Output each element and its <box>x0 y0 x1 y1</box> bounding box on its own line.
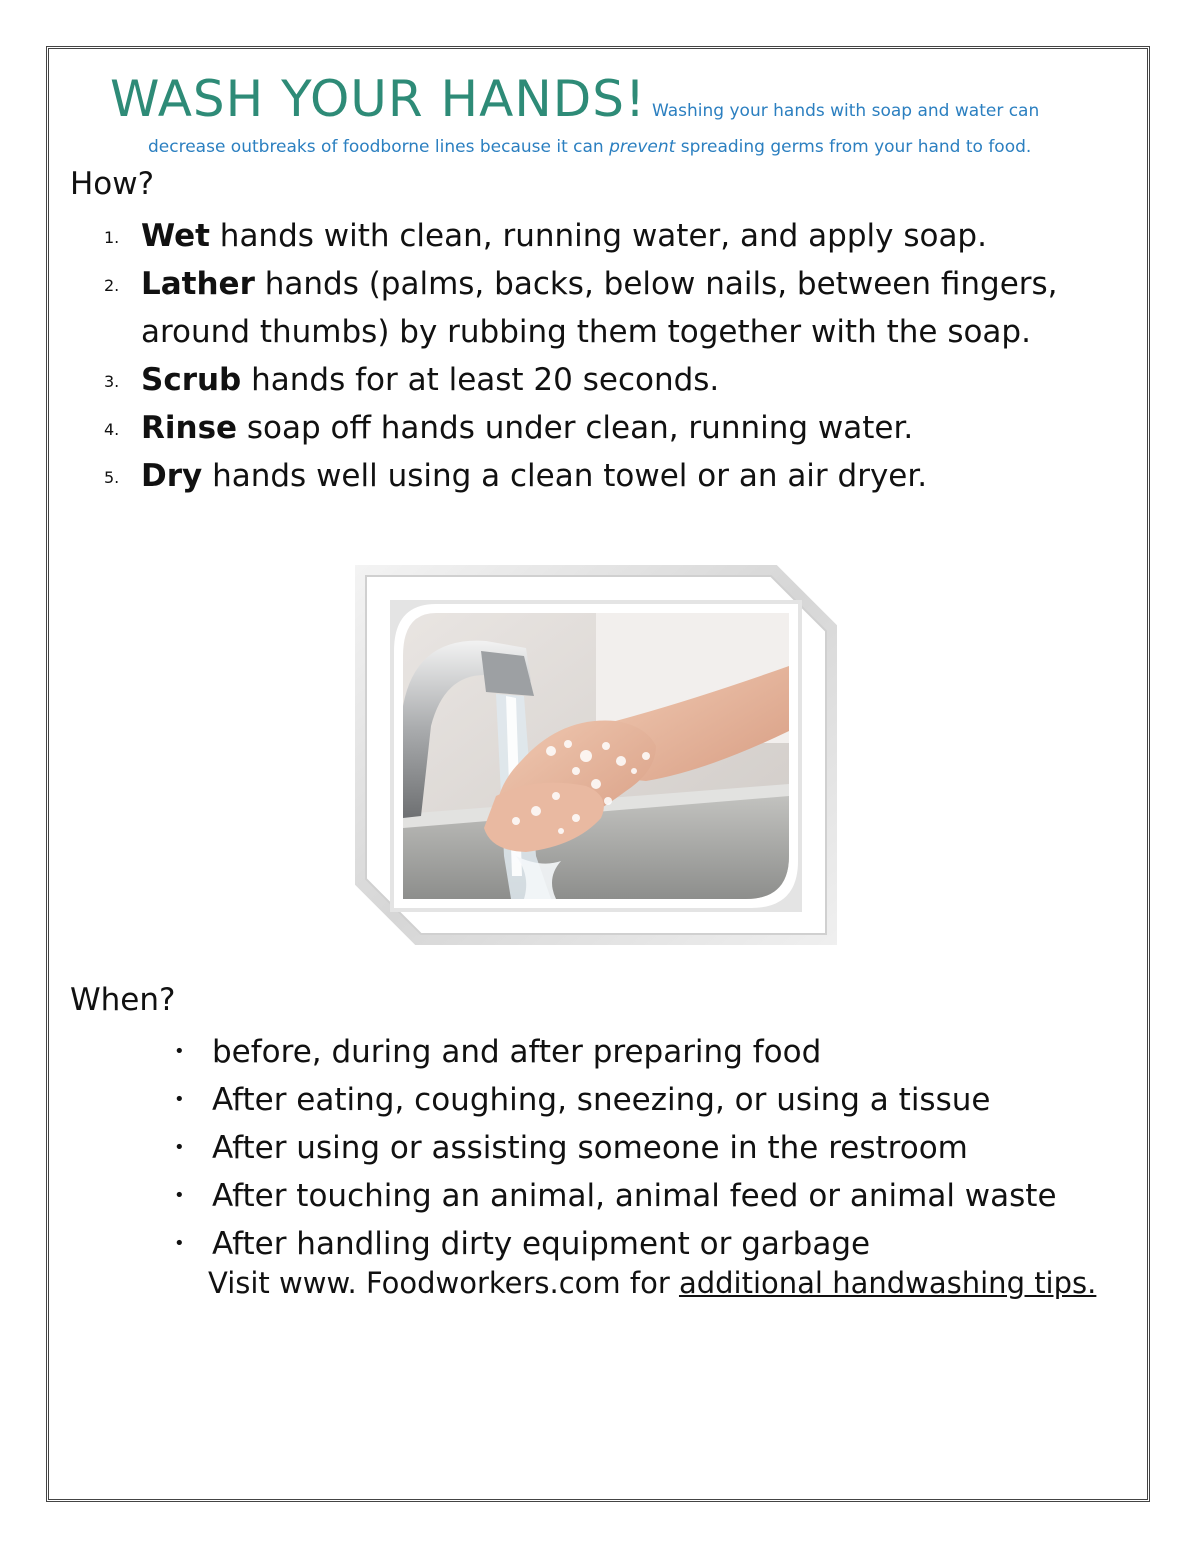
steps-list <box>100 212 1120 500</box>
step-text: hands (palms, backs, below nails, between fingers, around thumbs) by rubbing them together with the soap. <box>141 266 1058 350</box>
bullet-icon: • <box>174 1137 185 1158</box>
intro-text-line-2 <box>148 137 1031 157</box>
list-item-text: After using or assisting someone in the restroom <box>212 1130 968 1166</box>
step-item <box>100 212 1120 260</box>
bullet-icon: • <box>174 1089 185 1110</box>
step-text: hands well using a clean towel or an air dryer. <box>202 458 928 494</box>
intro-text-after: spreading germs from your hand to food. <box>675 137 1032 157</box>
step-number: 5. <box>104 468 120 487</box>
page-title: WASH YOUR HANDS! <box>110 70 647 128</box>
list-item <box>170 1172 1130 1220</box>
step-keyword: Lather <box>141 266 255 302</box>
title-line <box>110 70 1110 128</box>
intro-text-emphasis: prevent <box>609 137 676 157</box>
step-text: hands for at least 20 seconds. <box>241 362 720 398</box>
list-item <box>170 1076 1130 1124</box>
step-item <box>100 356 1120 404</box>
step-keyword: Wet <box>141 218 210 254</box>
list-item <box>170 1124 1130 1172</box>
step-keyword: Dry <box>141 458 203 494</box>
when-heading: When? <box>70 982 176 1018</box>
step-keyword: Scrub <box>141 362 242 398</box>
list-item-text: After eating, coughing, sneezing, or using a tissue <box>212 1082 991 1118</box>
list-item-text: After touching an animal, animal feed or animal waste <box>212 1178 1057 1214</box>
visit-text: Visit www. Foodworkers.com for <box>208 1266 679 1300</box>
step-item <box>100 260 1120 356</box>
intro-text-before: decrease outbreaks of foodborne lines because it can <box>148 137 610 157</box>
step-number: 1. <box>104 228 120 247</box>
list-item <box>170 1028 1130 1076</box>
step-keyword: Rinse <box>141 410 238 446</box>
list-item-text: before, during and after preparing food <box>212 1034 822 1070</box>
step-number: 3. <box>104 372 120 391</box>
step-item <box>100 404 1120 452</box>
handwashing-photo <box>346 556 846 954</box>
step-item <box>100 452 1120 500</box>
bullet-icon: • <box>174 1233 185 1254</box>
list-item-text: After handling dirty equipment or garbage <box>212 1226 871 1262</box>
step-number: 4. <box>104 420 120 439</box>
handwashing-photo-icon <box>346 556 846 954</box>
step-text: soap off hands under clean, running water. <box>237 410 914 446</box>
bullet-icon: • <box>174 1041 185 1062</box>
step-text: hands with clean, running water, and apply soap. <box>209 218 987 254</box>
bullet-icon: • <box>174 1185 185 1206</box>
list-item <box>170 1220 1130 1268</box>
visit-line <box>208 1266 1096 1300</box>
step-number: 2. <box>104 276 120 295</box>
how-heading: How? <box>70 166 155 202</box>
handwashing-tips-link[interactable]: additional handwashing tips. <box>678 1266 1097 1300</box>
when-list <box>170 1028 1130 1268</box>
intro-text-line-1: Washing your hands with soap and water can <box>652 101 1040 121</box>
